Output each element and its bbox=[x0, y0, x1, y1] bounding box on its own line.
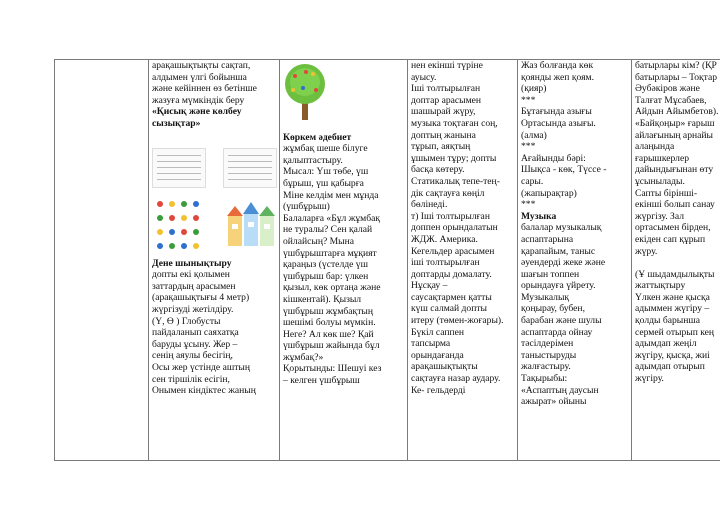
table-row bbox=[55, 60, 720, 461]
text-line: тапсырма bbox=[411, 338, 451, 350]
text-line: аспаптарына bbox=[521, 233, 574, 245]
text-line: сенің аяулы бесігің, bbox=[152, 350, 233, 362]
text-line: Тақырыбы: bbox=[521, 373, 568, 385]
empty-cell bbox=[55, 60, 149, 461]
section-heading: сызықтар» bbox=[152, 117, 201, 129]
text-line: орындауға үйрету. bbox=[521, 280, 596, 292]
text-line: Қорытынды: Шешуі кез bbox=[283, 363, 382, 375]
text-line: Айдын Айымбетов). bbox=[635, 106, 719, 118]
text-line: Әубәкіров және bbox=[635, 83, 700, 95]
text-line: қызыл, көк ортаңа және bbox=[283, 282, 381, 294]
text-line: Нұсқау – bbox=[411, 280, 448, 292]
text-line: қараңыз (үстелде үш bbox=[283, 259, 368, 271]
text-line: жүру. bbox=[635, 245, 658, 257]
text-line: – келген үшбұрыш bbox=[283, 375, 360, 387]
text-line: ұсынылады. bbox=[635, 175, 685, 187]
section-heading: «Қисық және көлбеу bbox=[152, 106, 242, 118]
text-line: арақашықтықты bbox=[411, 361, 478, 373]
text-line: Сапты бірінші- bbox=[635, 187, 698, 199]
text-line: қарапайым, таныс bbox=[521, 245, 596, 257]
text-line: Ке- гельдерді bbox=[411, 384, 466, 396]
section-heading: Көркем әдебиет bbox=[283, 131, 352, 143]
text-line: доппен орындалатын bbox=[411, 222, 498, 234]
text-line: музыка тоқтаған соң, bbox=[411, 117, 498, 129]
text-line: кішкентай). Қызыл bbox=[283, 293, 362, 305]
text-line: доптарды домалату. bbox=[411, 268, 492, 280]
text-line: т) Іші толтырылған bbox=[411, 210, 490, 222]
text-line: Шықса - көк, Түссе - bbox=[521, 164, 607, 176]
cell-column-5 bbox=[632, 60, 720, 461]
text-line: дайындығынан өту bbox=[635, 164, 714, 176]
text-line: Ортасында азығы. bbox=[521, 117, 596, 129]
text-line: алаңында bbox=[635, 141, 675, 153]
text-line: күш салмай допты bbox=[411, 303, 487, 315]
text-line: батырлары – Тоқтар bbox=[635, 71, 718, 83]
text-line: «Аспаптың даусын bbox=[521, 384, 599, 396]
text-line: аспаптарда ойнау bbox=[521, 326, 593, 338]
text-line: жүгіру. bbox=[635, 373, 664, 385]
text-line: Талғат Мұсабаев, bbox=[635, 94, 707, 106]
text-line: батырлары кім? (ҚР bbox=[635, 60, 717, 71]
text-line: үшбұрыш жұмбақтың bbox=[283, 305, 373, 317]
text-line: тұрып, аяқтың bbox=[411, 141, 471, 153]
text-line: жазуға мүмкіндік беру bbox=[152, 94, 245, 106]
text-line: жүгіру, қысқа, жиі bbox=[635, 349, 710, 361]
worksheet-lines-icon bbox=[152, 148, 206, 188]
text-line: балалар музыкалық bbox=[521, 222, 602, 234]
text-line: сен тіршілік есігін, bbox=[152, 373, 230, 385]
text-line: және кейіннен өз бетінше bbox=[152, 83, 257, 95]
text-line: Мысал: Үш төбе, үш bbox=[283, 166, 369, 178]
houses-worksheet-icon bbox=[225, 196, 277, 252]
text-line: ортасымен бірден, bbox=[635, 222, 711, 234]
text-line: басқа көтеру. bbox=[411, 164, 465, 176]
text-line: (Ү, Ө ) Глобусты bbox=[152, 315, 221, 327]
worksheet-lines-icon bbox=[223, 148, 277, 188]
cell-column-1 bbox=[149, 60, 280, 461]
text-line: қоңырау, бубен, bbox=[521, 303, 585, 315]
text-line: нен екіншi түріне bbox=[411, 60, 483, 71]
tree-illustration-icon bbox=[283, 62, 327, 122]
text-line: доптар арасымен bbox=[411, 94, 482, 106]
text-line: Музыкалық bbox=[521, 291, 570, 303]
text-line: алдымен үлгі бойынша bbox=[152, 71, 247, 83]
text-line: итеру (төмен-жоғары). bbox=[411, 315, 504, 327]
text-line: Осы жер үстінде аштың bbox=[152, 361, 250, 373]
text-line: Онымен кіндіктес жаның bbox=[152, 385, 256, 397]
text-line: адымдап отырып bbox=[635, 361, 705, 373]
text-line: Бұтағында азығы bbox=[521, 106, 592, 118]
text-line: Үлкен және қысқа bbox=[635, 291, 710, 303]
text-line: бөлінеді. bbox=[411, 199, 448, 211]
text-line: (арақашықтығы 4 метр) bbox=[152, 292, 250, 304]
colored-dots-worksheet-icon bbox=[152, 196, 204, 252]
section-heading: Дене шынықтыру bbox=[152, 257, 232, 269]
text-line: жүргізу. Зал bbox=[635, 210, 684, 222]
text-line: *** bbox=[521, 141, 536, 153]
section-heading: Музыка bbox=[521, 210, 557, 222]
text-line: (үшбұрыш) bbox=[283, 201, 330, 213]
text-line: орындағанда bbox=[411, 349, 464, 361]
text-line: адыммен жүгіру – bbox=[635, 303, 710, 315]
text-line: сақтауға назар аудару. bbox=[411, 373, 501, 385]
text-line: заттардың арасымен bbox=[152, 280, 236, 292]
text-line: Балаларға «Бұл жұмбақ bbox=[283, 212, 381, 224]
text-line: (Ұ шыдамдылықты bbox=[635, 268, 715, 280]
text-line: Ағайынды бәрі: bbox=[521, 152, 586, 164]
text-line: не туралы? Сен қалай bbox=[283, 224, 373, 236]
text-line: (қияр) bbox=[521, 83, 547, 95]
text-line: *** bbox=[521, 199, 536, 211]
text-line: жүргізуді жетілдіру. bbox=[152, 303, 234, 315]
text-line: іші толтырылған bbox=[411, 257, 480, 269]
text-line: (алма) bbox=[521, 129, 547, 141]
text-line: сары. bbox=[521, 175, 544, 187]
text-line: ауысу. bbox=[411, 71, 437, 83]
text-line: дік сақтауға көңіл bbox=[411, 187, 485, 199]
text-line: Статикалық тепе-тең- bbox=[411, 175, 500, 187]
text-line: ғарышкерлер bbox=[635, 152, 690, 164]
text-line: үшбұрыш бар: үлкен bbox=[283, 270, 369, 282]
text-line: ұшымен тұру; допты bbox=[411, 152, 497, 164]
text-line: шашырай жүру, bbox=[411, 106, 476, 118]
text-line: екінші болып санау bbox=[635, 199, 715, 211]
text-line: үшбұрыш жайында бұл bbox=[283, 340, 380, 352]
text-line: ойлайсың? Мына bbox=[283, 235, 354, 247]
text-line: ажырат» ойыны bbox=[521, 396, 587, 408]
worksheet-images bbox=[152, 148, 277, 188]
text-line: әуендерді жеке және bbox=[521, 257, 606, 269]
text-line: баруды ұсыну. Жер – bbox=[152, 338, 238, 350]
text-line bbox=[635, 257, 720, 269]
text-line: айлағының арнайы bbox=[635, 129, 713, 141]
text-line: Міне келдім мен мұнда bbox=[283, 189, 379, 201]
text-line: жалғастыру. bbox=[521, 361, 571, 373]
text-line: адымдап жеңіл bbox=[635, 338, 697, 350]
text-line: допты екі қолымен bbox=[152, 269, 230, 281]
text-line: жұмбақ?» bbox=[283, 351, 324, 363]
text-line: таныстыруды bbox=[521, 349, 577, 361]
text-line: Неге? Ал көк ше? Қай bbox=[283, 328, 374, 340]
text-line: жұмбақ шешe білуге bbox=[283, 143, 368, 155]
text-line: «Байқоңыр» ғарыш bbox=[635, 117, 715, 129]
cell-column-2 bbox=[280, 60, 408, 461]
text-line: барабан және шулы bbox=[521, 315, 602, 327]
lesson-plan-table bbox=[54, 59, 720, 461]
text-line: бұрыш, үш қабырға bbox=[283, 177, 364, 189]
text-line: пайдаланып саяхатқа bbox=[152, 327, 239, 339]
text-line: арақашықтықты сақтап, bbox=[152, 60, 251, 71]
text-line: Бүкіл саппен bbox=[411, 326, 464, 338]
cell-column-3 bbox=[408, 60, 518, 461]
text-line: шағын топпен bbox=[521, 268, 580, 280]
text-line: сермей отырып кең bbox=[635, 326, 715, 338]
text-line: қолды барынша bbox=[635, 315, 701, 327]
text-line: тәсілдерімен bbox=[521, 338, 574, 350]
text-line: шешімі болуы мүмкін. bbox=[283, 317, 376, 329]
text-line: (жапырақтар) bbox=[521, 187, 577, 199]
text-line: екіден сап құрып bbox=[635, 233, 706, 245]
text-line: Кегельдер арасымен bbox=[411, 245, 495, 257]
text-line: Іші толтырылған bbox=[411, 83, 481, 95]
cell-column-4 bbox=[518, 60, 632, 461]
picture-worksheets bbox=[152, 196, 277, 252]
text-line: қоянды жеп қоям. bbox=[521, 71, 594, 83]
text-line: доптың жанына bbox=[411, 129, 476, 141]
text-line: жаттықтыру bbox=[635, 280, 686, 292]
text-line: ЖДЖ. Америка. bbox=[411, 233, 478, 245]
text-line: қалыптастыру. bbox=[283, 154, 343, 166]
text-line: саусақтармен қатты bbox=[411, 291, 492, 303]
text-line: Жаз болғанда көк bbox=[521, 60, 594, 71]
text-line: *** bbox=[521, 94, 536, 106]
text-line: үшбұрыштарға мұқият bbox=[283, 247, 377, 259]
